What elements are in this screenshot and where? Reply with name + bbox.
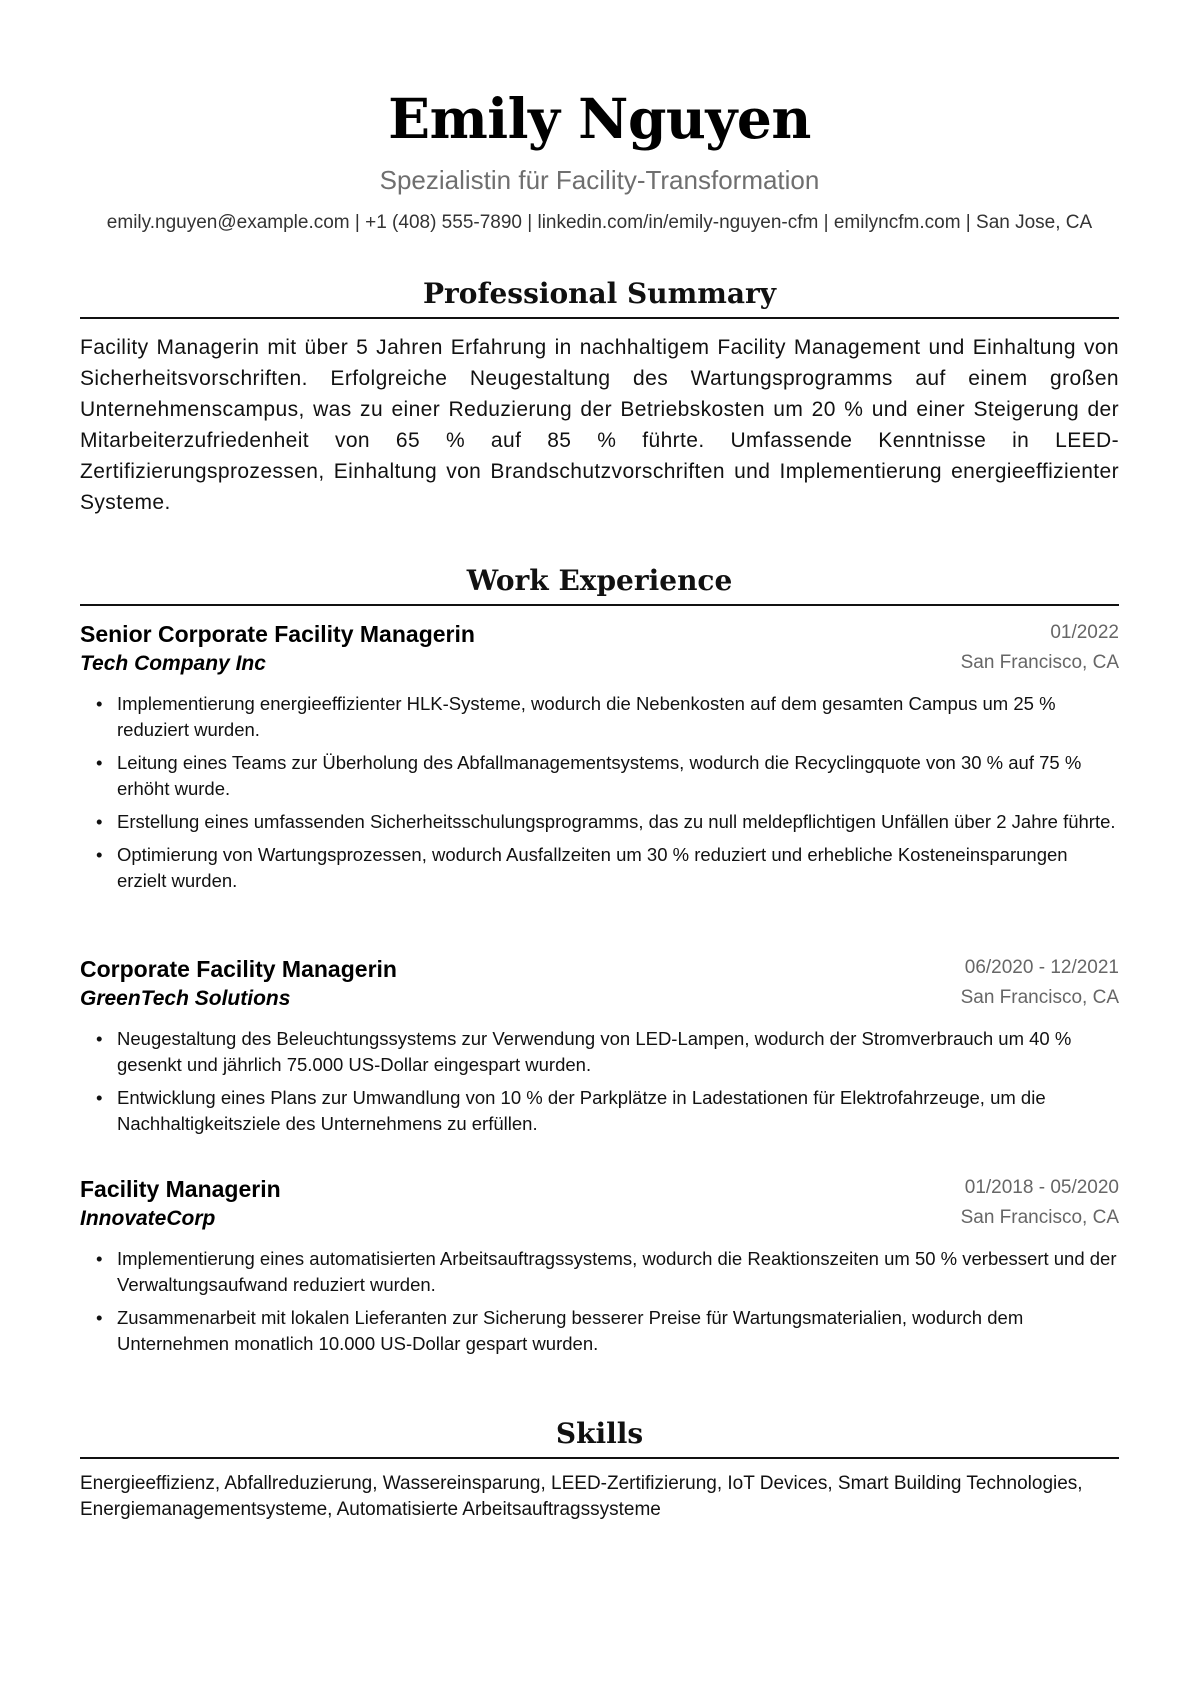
job-date: 01/2022 xyxy=(1050,622,1119,643)
bullet-dot-icon: • xyxy=(96,1307,103,1328)
experience-divider xyxy=(80,604,1119,606)
bullet-item: • Optimierung von Wartungsprozessen, wodurch Ausfallzeiten um 30 % reduziert und erhebliche Kosteneinsparungen erzielt wurden. xyxy=(96,844,1068,891)
bullet-item: • Leitung eines Teams zur Überholung des Abfallmanagementsystems, wodurch die Recyclingquote von 30 % auf 75 % erhöht wurde. xyxy=(96,752,1082,799)
bullet-dot-icon: • xyxy=(96,693,103,714)
experience-heading: Work Experience xyxy=(466,564,733,597)
job-location: San Francisco, CA xyxy=(960,652,1119,673)
bullet-dot-icon: • xyxy=(96,844,103,865)
bullet-item: • Erstellung eines umfassenden Sicherheitsschulungsprogramms, das zu null meldepflichtigen Unfällen über 2 Jahre führte. xyxy=(80,809,1119,835)
job-entry xyxy=(80,954,1119,1144)
bullet-dot-icon: • xyxy=(96,1248,103,1269)
contact-line: emily.nguyen@example.com | +1 (408) 555-7890 | linkedin.com/in/emily-nguyen-cfm | emilyncfm.com | San Jose, CA xyxy=(106,212,1093,233)
bullet-item: • Entwicklung eines Plans zur Umwandlung von 10 % der Parkplätze in Ladestationen für Elektrofahrzeuge, um die Nachhaltigkeitsziele des Unternehmens zu erfüllen. xyxy=(96,1087,1046,1134)
bullet-item: • Implementierung eines automatisierten Arbeitsauftragssystems, wodurch die Reaktionszeiten um 50 % verbessert und der Verwaltungsaufwand reduziert wurden. xyxy=(96,1248,1117,1295)
skills-divider xyxy=(80,1457,1119,1459)
bullet-item: • Implementierung energieeffizienter HLK-Systeme, wodurch die Nebenkosten auf dem gesamten Campus um 25 % reduziert wurden. xyxy=(96,693,1056,740)
job-company: Tech Company Inc xyxy=(80,652,266,675)
job-bullets xyxy=(80,1026,1119,1137)
job-entry xyxy=(80,619,1119,901)
job-location: San Francisco, CA xyxy=(960,1207,1119,1228)
job-title: Facility Managerin xyxy=(80,1176,281,1202)
bullet-item: • Zusammenarbeit mit lokalen Lieferanten zur Sicherung besserer Preise für Wartungsmaterialien, wodurch dem Unternehmen monatlich 10.000 US-Dollar gespart wurden. xyxy=(96,1307,1024,1354)
bullet-dot-icon: • xyxy=(96,752,103,773)
job-company: GreenTech Solutions xyxy=(80,987,291,1010)
bullet-item: • Neugestaltung des Beleuchtungssystems zur Verwendung von LED-Lampen, wodurch der Stromverbrauch um 40 % gesenkt und jährlich 75.000 US-Dollar eingespart wurden. xyxy=(96,1028,1072,1075)
summary-text: Facility Managerin mit über 5 Jahren Erfahrung in nachhaltigem Facility Management und Einhaltung von Sicherheitsvorschriften. Erfolgreiche Neugestaltung des Wartungsprogramms auf einem großen Unternehmenscampus, was zu einer Reduzierung der Betriebskosten um 20 % und einer Steigerung der Mitarbeiterzufriedenheit von 65 % auf 85 % führte. Umfassende Kenntnisse in LEED-Zertifizierungsprozessen, Einhaltung von Brandschutzvorschriften und Implementierung energieeffizienter Systeme. xyxy=(80,336,1119,514)
bullet-dot-icon: • xyxy=(96,811,103,832)
job-bullets xyxy=(80,691,1119,894)
candidate-subtitle: Spezialistin für Facility-Transformation xyxy=(379,165,820,195)
job-location: San Francisco, CA xyxy=(960,987,1119,1008)
job-date: 01/2018 - 05/2020 xyxy=(964,1177,1119,1198)
skills-text: Energieeffizienz, Abfallreduzierung, Wassereinsparung, LEED-Zertifizierung, IoT Devices, Smart Building Technologies, Energiemanagementsysteme, Automatisierte Arbeitsauftragssysteme xyxy=(80,1473,1083,1520)
summary-divider xyxy=(80,317,1119,319)
job-title: Senior Corporate Facility Managerin xyxy=(80,621,475,647)
summary-heading: Professional Summary xyxy=(422,277,777,310)
skills-heading: Skills xyxy=(555,1417,644,1450)
candidate-name: Emily Nguyen xyxy=(388,86,811,151)
job-entry xyxy=(80,1174,1119,1364)
job-company: InnovateCorp xyxy=(80,1207,216,1230)
job-date: 06/2020 - 12/2021 xyxy=(964,957,1119,978)
bullet-dot-icon: • xyxy=(96,1087,103,1108)
bullet-dot-icon: • xyxy=(96,1028,103,1049)
job-title: Corporate Facility Managerin xyxy=(80,956,397,982)
job-bullets xyxy=(80,1246,1119,1357)
